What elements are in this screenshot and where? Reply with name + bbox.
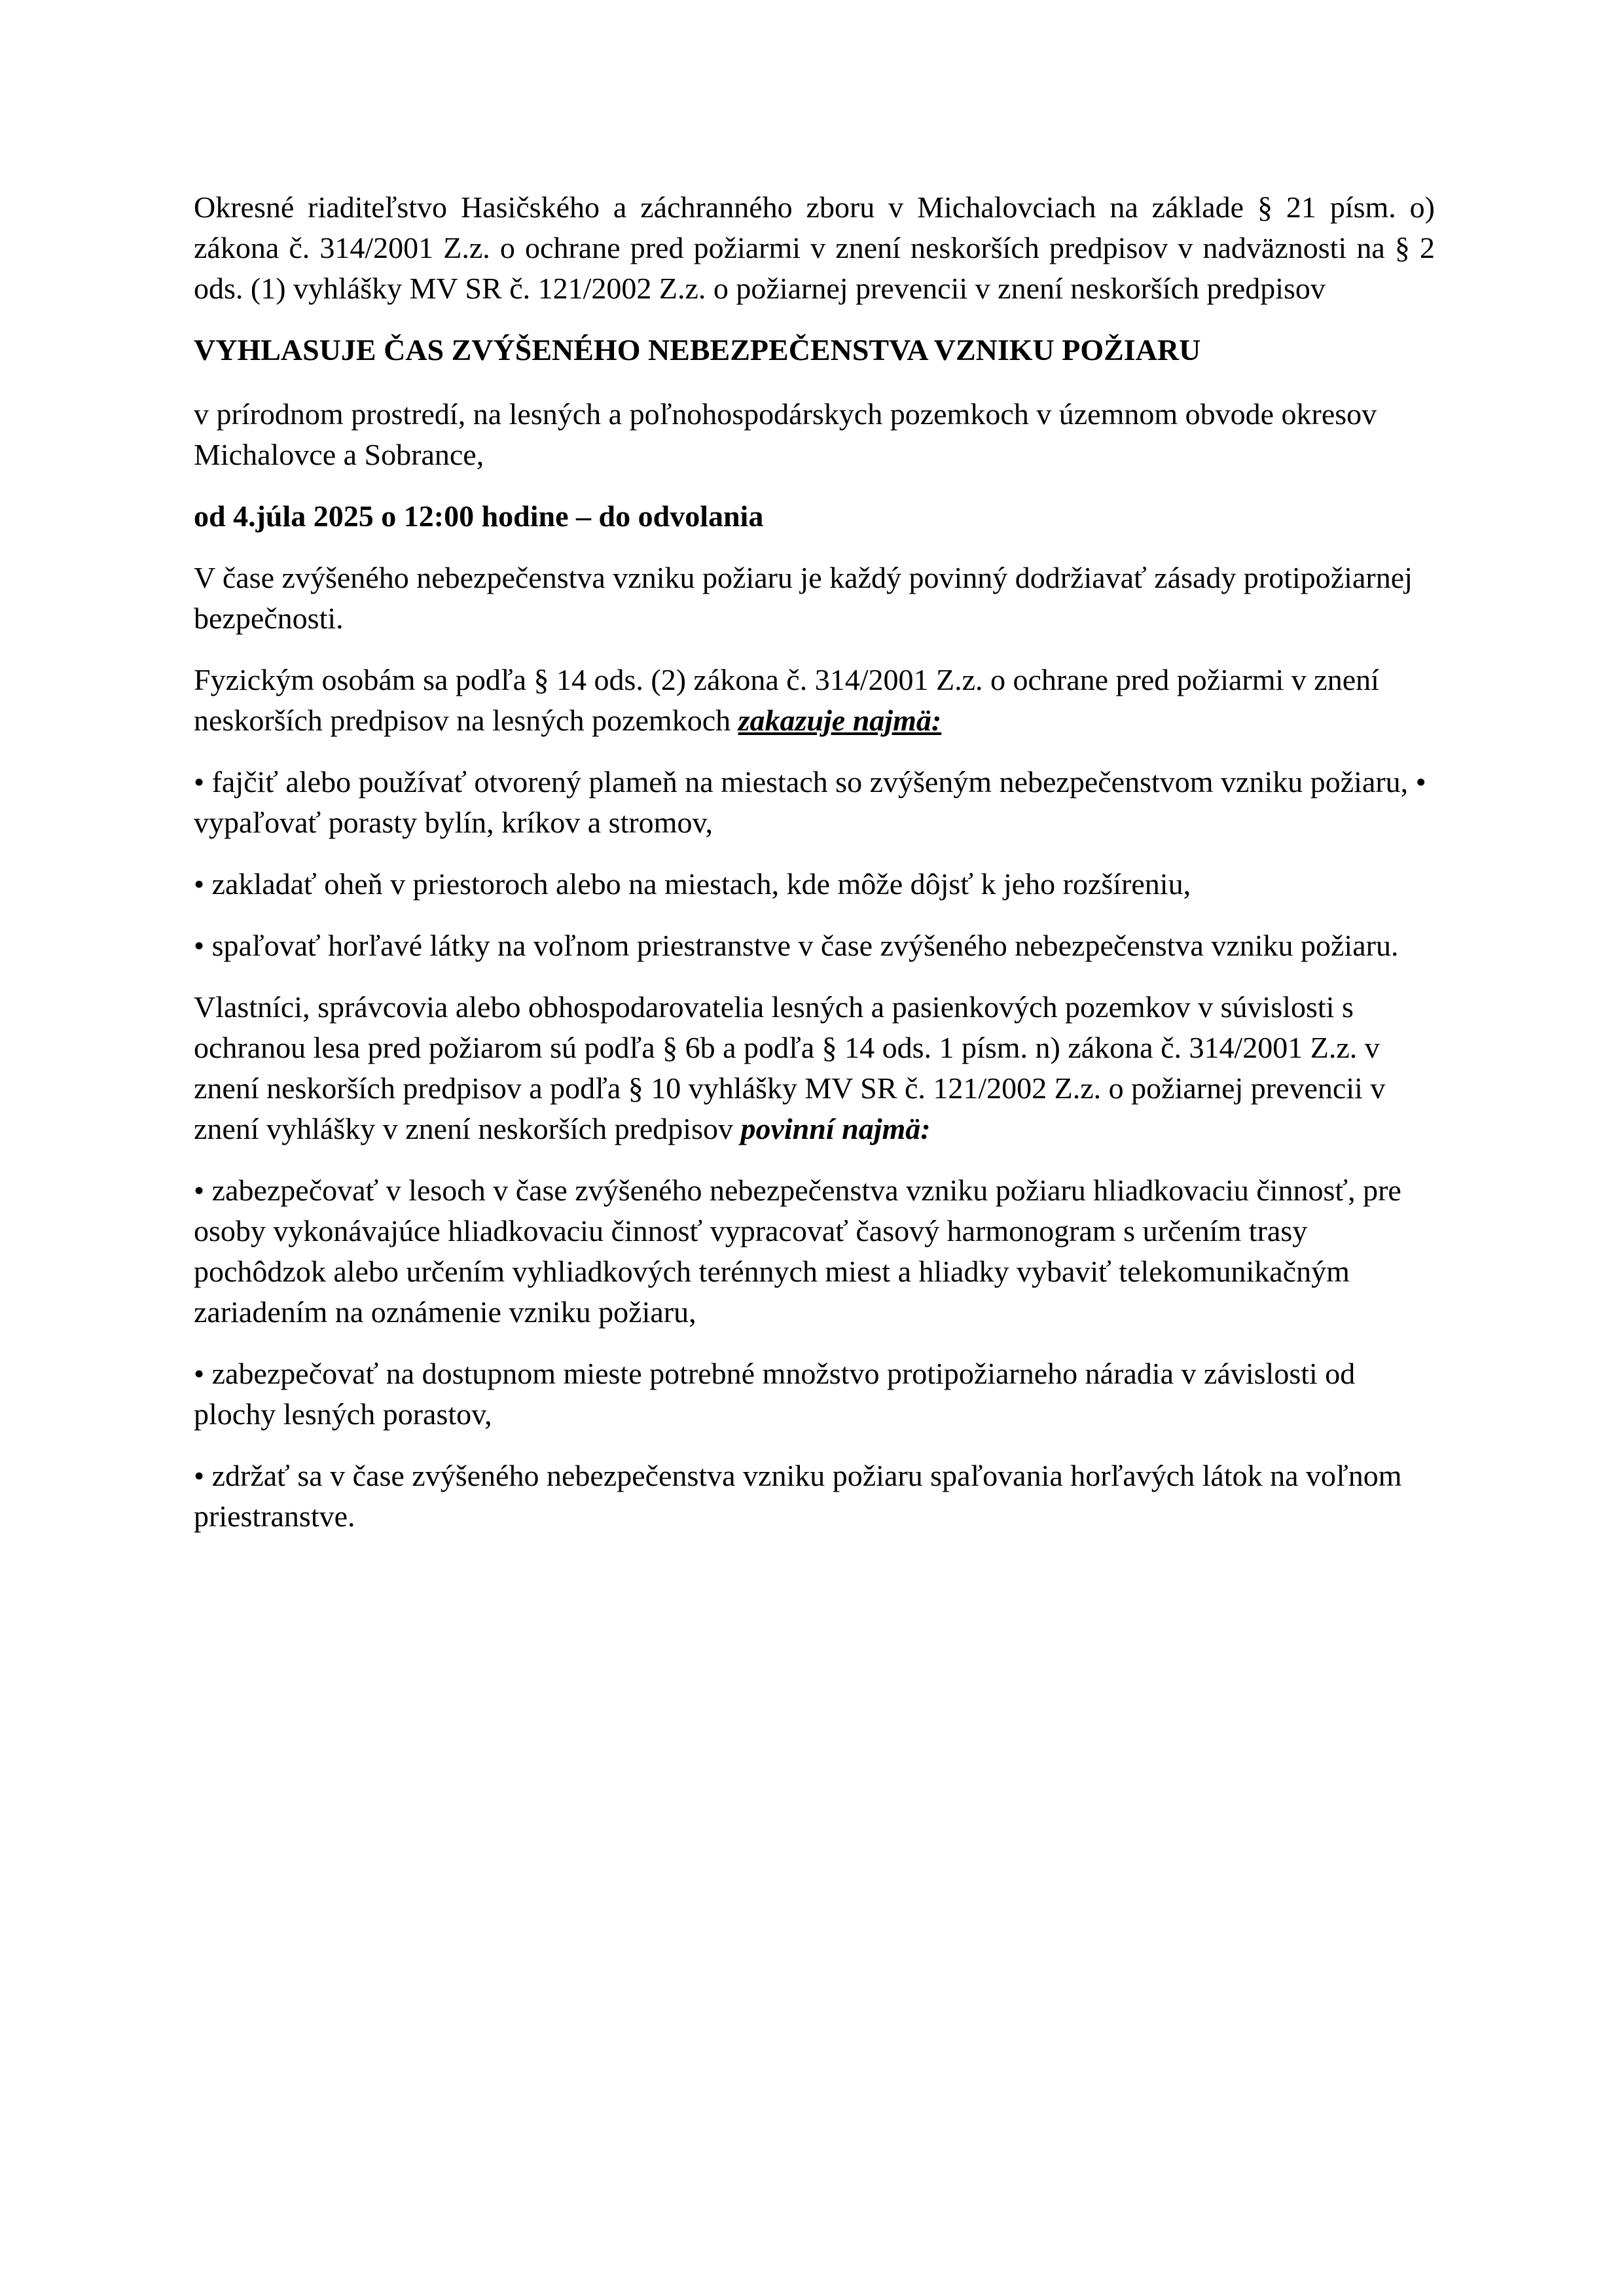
scope-paragraph: v prírodnom prostredí, na lesných a poľnohospodárskych pozemkoch v územnom obvode okresov Michalovce a Sobrance, — [194, 397, 1377, 471]
prohibition-item: • spaľovať horľavé látky na voľnom priestranstve v čase zvýšeného nebezpečenstva vzniku požiaru. — [194, 929, 1399, 962]
persons-paragraph — [194, 660, 1435, 741]
persons-text: Fyzickým osobám sa podľa § 14 ods. (2) zákona č. 314/2001 Z.z. o ochrane pred požiarmi v znení neskorších predpisov na lesných pozemkoch — [194, 663, 1379, 737]
validity-period: od 4.júla 2025 o 12:00 hodine – do odvolania — [194, 499, 764, 533]
obligation-item: • zdržať sa v čase zvýšeného nebezpečenstva vzniku požiaru spaľovania horľavých látok na voľnom priestranstve. — [194, 1459, 1402, 1533]
prohibition-item: • zakladať oheň v priestoroch alebo na miestach, kde môže dôjsť k jeho rozšíreniu, — [194, 867, 1191, 901]
intro-paragraph: Okresné riaditeľstvo Hasičského a záchranného zboru v Michalovciach na základe § 21 písm. o) zákona č. 314/2001 Z.z. o ochrane pred požiarmi v znení neskorších predpisov v nadväznosti na § 2 ods. (1) vyhlášky MV SR č. 121/2002 Z.z. o požiarnej prevencii v znení neskorších predpisov — [194, 190, 1435, 305]
obligation-item: • zabezpečovať na dostupnom mieste potrebné množstvo protipožiarneho náradia v závislosti od plochy lesných porastov, — [194, 1357, 1356, 1431]
owners-paragraph — [194, 987, 1435, 1149]
owners-emphasis: povinní najmä: — [740, 1112, 931, 1145]
prohibition-item: • fajčiť alebo používať otvorený plameň na miestach so zvýšeným nebezpečenstvom vzniku požiaru, • vypaľovať porasty bylín, kríkov a stromov, — [194, 765, 1426, 839]
persons-emphasis: zakazuje najmä: — [738, 704, 942, 737]
announcement-heading: VYHLASUJE ČAS ZVÝŠENÉHO NEBEZPEČENSTVA VZNIKU POŽIARU — [194, 333, 1201, 367]
duty-paragraph: V čase zvýšeného nebezpečenstva vzniku požiaru je každý povinný dodržiavať zásady protipožiarnej bezpečnosti. — [194, 561, 1413, 635]
document-page — [194, 187, 1435, 1558]
owners-text: Vlastníci, správcovia alebo obhospodarovatelia lesných a pasienkových pozemkov v súvislosti s ochranou lesa pred požiarom sú podľa § 6b a podľa § 14 ods. 1 písm. n) zákona č. 314/2001 Z.z. v znení neskorších predpisov a podľa § 10 vyhlášky MV SR č. 121/2002 Z.z. o požiarnej prevencii v znení vyhlášky v znení neskorších predpisov — [194, 990, 1386, 1145]
obligation-item: • zabezpečovať v lesoch v čase zvýšeného nebezpečenstva vzniku požiaru hliadkovaciu činnosť, pre osoby vykonávajúce hliadkovaciu činnosť vypracovať časový harmonogram s určením trasy pochôdzok alebo určením vyhliadkových terénnych miest a hliadky vybaviť telekomunikačným zariadením na oznámenie vzniku požiaru, — [194, 1174, 1401, 1329]
